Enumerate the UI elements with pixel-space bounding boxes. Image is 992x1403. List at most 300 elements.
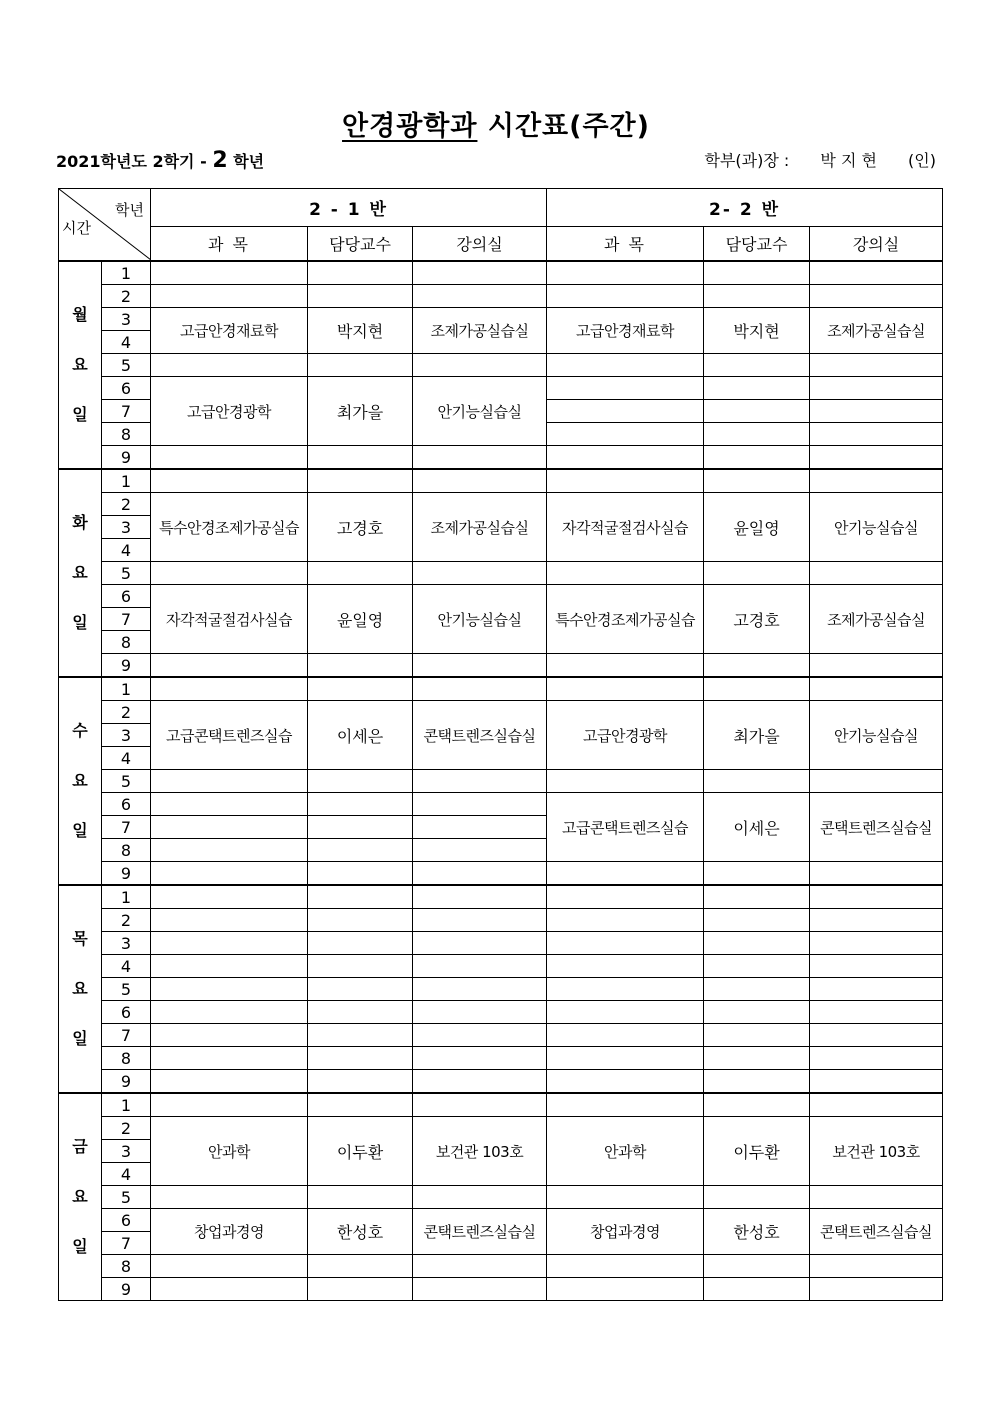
course-room: 보건관 103호 (413, 1117, 547, 1186)
empty-cell (810, 1001, 943, 1024)
department-head-info (697, 148, 936, 171)
day-char: 월 (72, 305, 88, 324)
course-subject: 창업과경영 (547, 1209, 704, 1255)
course-professor: 한성호 (308, 1209, 413, 1255)
empty-cell (810, 400, 943, 423)
col-room: 강의실 (810, 227, 943, 262)
empty-cell (547, 770, 704, 793)
empty-cell (308, 1093, 413, 1117)
course-professor: 이세은 (704, 793, 810, 862)
empty-cell (547, 377, 704, 400)
empty-cell (547, 562, 704, 585)
period-number: 6 (102, 1001, 151, 1024)
empty-cell (413, 839, 547, 862)
empty-cell (308, 1186, 413, 1209)
empty-cell (308, 1047, 413, 1070)
empty-cell (413, 1001, 547, 1024)
table-row (59, 654, 943, 678)
period-number: 9 (102, 446, 151, 470)
table-row (59, 1093, 943, 1117)
empty-cell (151, 816, 308, 839)
class2-header: 2- 2 반 (547, 189, 943, 227)
empty-cell (810, 862, 943, 886)
empty-cell (547, 446, 704, 470)
empty-cell (810, 1093, 943, 1117)
period-number: 7 (102, 1232, 151, 1255)
day-char: 일 (72, 613, 88, 632)
period-number: 8 (102, 423, 151, 446)
col-subject: 과 목 (547, 227, 704, 262)
period-number: 6 (102, 377, 151, 400)
empty-cell (810, 1278, 943, 1301)
empty-cell (308, 354, 413, 377)
empty-cell (413, 816, 547, 839)
empty-cell (704, 1255, 810, 1278)
course-room: 콘택트렌즈실습실 (810, 793, 943, 862)
empty-cell (547, 285, 704, 308)
course-professor: 윤일영 (704, 493, 810, 562)
semester-info (56, 148, 264, 173)
empty-cell (308, 1024, 413, 1047)
empty-cell (151, 677, 308, 701)
empty-cell (151, 285, 308, 308)
empty-cell (308, 770, 413, 793)
course-room: 조제가공실습실 (810, 585, 943, 654)
empty-cell (413, 770, 547, 793)
table-row (59, 1070, 943, 1094)
table-row (59, 469, 943, 493)
empty-cell (308, 677, 413, 701)
period-number: 7 (102, 816, 151, 839)
corner-grade-label: 학년 (115, 201, 144, 219)
table-row (59, 770, 943, 793)
empty-cell (151, 562, 308, 585)
period-number: 2 (102, 493, 151, 516)
empty-cell (413, 955, 547, 978)
empty-cell (413, 793, 547, 816)
table-row (59, 932, 943, 955)
day-char: 목 (72, 929, 88, 948)
table-row (59, 677, 943, 701)
period-number: 8 (102, 1255, 151, 1278)
day-label (59, 1093, 102, 1301)
course-subject: 고급콘택트렌즈실습 (151, 701, 308, 770)
timetable-body (59, 261, 943, 1301)
empty-cell (810, 654, 943, 678)
day-label (59, 261, 102, 469)
empty-cell (810, 377, 943, 400)
empty-cell (704, 1001, 810, 1024)
course-subject: 고급안경재료학 (151, 308, 308, 354)
empty-cell (704, 1070, 810, 1094)
empty-cell (308, 562, 413, 585)
empty-cell (413, 285, 547, 308)
day-label (59, 677, 102, 885)
period-number: 2 (102, 909, 151, 932)
empty-cell (308, 654, 413, 678)
empty-cell (151, 793, 308, 816)
col-subject: 과 목 (151, 227, 308, 262)
period-number: 9 (102, 1278, 151, 1301)
empty-cell (704, 955, 810, 978)
day-char: 수 (72, 721, 88, 740)
table-row (59, 261, 943, 285)
day-label (59, 469, 102, 677)
period-number: 7 (102, 608, 151, 631)
course-subject: 고급안경광학 (547, 701, 704, 770)
empty-cell (547, 423, 704, 446)
period-number: 3 (102, 724, 151, 747)
empty-cell (547, 354, 704, 377)
page-title (0, 104, 992, 143)
table-row (59, 978, 943, 1001)
empty-cell (413, 1186, 547, 1209)
course-subject: 창업과경영 (151, 1209, 308, 1255)
empty-cell (704, 377, 810, 400)
period-number: 1 (102, 885, 151, 909)
empty-cell (547, 978, 704, 1001)
period-number: 6 (102, 1209, 151, 1232)
empty-cell (308, 1278, 413, 1301)
empty-cell (704, 1047, 810, 1070)
empty-cell (547, 1024, 704, 1047)
empty-cell (704, 446, 810, 470)
course-professor: 박지현 (704, 308, 810, 354)
period-number: 5 (102, 354, 151, 377)
empty-cell (547, 677, 704, 701)
empty-cell (810, 770, 943, 793)
empty-cell (308, 909, 413, 932)
empty-cell (308, 285, 413, 308)
empty-cell (810, 978, 943, 1001)
course-room: 안기능실습실 (810, 493, 943, 562)
grade-number: 2 (212, 148, 228, 173)
empty-cell (704, 677, 810, 701)
period-number: 8 (102, 1047, 151, 1070)
period-number: 3 (102, 932, 151, 955)
empty-cell (704, 909, 810, 932)
day-char: 요 (72, 771, 88, 790)
empty-cell (704, 562, 810, 585)
empty-cell (704, 400, 810, 423)
empty-cell (547, 469, 704, 493)
empty-cell (547, 909, 704, 932)
empty-cell (704, 261, 810, 285)
empty-cell (308, 1001, 413, 1024)
empty-cell (308, 469, 413, 493)
course-room: 보건관 103호 (810, 1117, 943, 1186)
col-professor: 담당교수 (704, 227, 810, 262)
empty-cell (810, 1186, 943, 1209)
empty-cell (308, 1070, 413, 1094)
empty-cell (810, 1255, 943, 1278)
course-subject: 안과학 (547, 1117, 704, 1186)
empty-cell (413, 1047, 547, 1070)
empty-cell (151, 1047, 308, 1070)
period-number: 5 (102, 1186, 151, 1209)
period-number: 3 (102, 516, 151, 539)
course-professor: 고경호 (704, 585, 810, 654)
empty-cell (704, 978, 810, 1001)
course-professor: 최가을 (308, 377, 413, 446)
empty-cell (413, 978, 547, 1001)
empty-cell (547, 1255, 704, 1278)
grade-label: 학년 (233, 152, 265, 171)
day-char: 요 (72, 1187, 88, 1206)
period-number: 2 (102, 1117, 151, 1140)
empty-cell (151, 1255, 308, 1278)
empty-cell (547, 1047, 704, 1070)
course-room: 콘택트렌즈실습실 (413, 1209, 547, 1255)
empty-cell (308, 932, 413, 955)
course-room: 조제가공실습실 (810, 308, 943, 354)
empty-cell (413, 862, 547, 886)
course-professor: 최가을 (704, 701, 810, 770)
empty-cell (413, 1070, 547, 1094)
table-row (59, 377, 943, 400)
empty-cell (704, 770, 810, 793)
year-semester: 2021학년도 2학기 - (56, 152, 207, 171)
head-label: 학부(과)장 : (704, 151, 790, 170)
empty-cell (810, 1024, 943, 1047)
empty-cell (151, 261, 308, 285)
empty-cell (308, 816, 413, 839)
course-room: 콘택트렌즈실습실 (810, 1209, 943, 1255)
table-row (59, 955, 943, 978)
period-number: 4 (102, 539, 151, 562)
day-char: 일 (72, 405, 88, 424)
course-subject: 고급안경재료학 (547, 308, 704, 354)
empty-cell (810, 562, 943, 585)
day-char: 요 (72, 355, 88, 374)
course-professor: 박지현 (308, 308, 413, 354)
period-number: 1 (102, 677, 151, 701)
empty-cell (704, 354, 810, 377)
table-row (59, 1209, 943, 1232)
empty-cell (547, 1001, 704, 1024)
empty-cell (547, 1070, 704, 1094)
empty-cell (704, 932, 810, 955)
course-professor: 한성호 (704, 1209, 810, 1255)
empty-cell (151, 354, 308, 377)
title-timetable: 시간표(주간) (487, 111, 650, 142)
empty-cell (308, 261, 413, 285)
empty-cell (151, 885, 308, 909)
empty-cell (413, 1278, 547, 1301)
course-room: 안기능실습실 (413, 377, 547, 446)
course-room: 조제가공실습실 (413, 493, 547, 562)
empty-cell (308, 1255, 413, 1278)
empty-cell (704, 423, 810, 446)
table-row (59, 909, 943, 932)
period-number: 5 (102, 562, 151, 585)
course-room: 안기능실습실 (810, 701, 943, 770)
empty-cell (413, 885, 547, 909)
empty-cell (413, 654, 547, 678)
day-char: 금 (72, 1137, 88, 1156)
period-number: 1 (102, 469, 151, 493)
table-row (59, 1001, 943, 1024)
empty-cell (151, 839, 308, 862)
empty-cell (413, 562, 547, 585)
empty-cell (151, 1186, 308, 1209)
empty-cell (308, 885, 413, 909)
timetable (58, 188, 943, 1301)
period-number: 1 (102, 1093, 151, 1117)
period-number: 6 (102, 585, 151, 608)
empty-cell (413, 1024, 547, 1047)
period-number: 4 (102, 331, 151, 354)
period-number: 9 (102, 1070, 151, 1094)
empty-cell (308, 446, 413, 470)
empty-cell (413, 469, 547, 493)
day-char: 요 (72, 563, 88, 582)
period-number: 7 (102, 400, 151, 423)
empty-cell (151, 909, 308, 932)
empty-cell (151, 469, 308, 493)
empty-cell (308, 793, 413, 816)
table-row (59, 885, 943, 909)
course-professor: 윤일영 (308, 585, 413, 654)
empty-cell (810, 285, 943, 308)
day-label (59, 885, 102, 1093)
empty-cell (704, 862, 810, 886)
table-row (59, 862, 943, 886)
empty-cell (704, 1278, 810, 1301)
period-number: 6 (102, 793, 151, 816)
table-row (59, 1047, 943, 1070)
empty-cell (413, 909, 547, 932)
period-number: 3 (102, 1140, 151, 1163)
empty-cell (413, 677, 547, 701)
header-corner (59, 189, 151, 262)
course-subject: 고급콘택트렌즈실습 (547, 793, 704, 862)
empty-cell (810, 955, 943, 978)
table-row (59, 354, 943, 377)
empty-cell (547, 1278, 704, 1301)
day-char: 화 (72, 513, 88, 532)
empty-cell (151, 1093, 308, 1117)
empty-cell (151, 1024, 308, 1047)
seal-mark: (인) (908, 151, 936, 170)
period-number: 7 (102, 1024, 151, 1047)
table-row (59, 1255, 943, 1278)
course-room: 조제가공실습실 (413, 308, 547, 354)
empty-cell (547, 862, 704, 886)
table-row (59, 701, 943, 724)
period-number: 9 (102, 862, 151, 886)
empty-cell (704, 469, 810, 493)
course-subject: 자각적굴절검사실습 (151, 585, 308, 654)
table-row (59, 1278, 943, 1301)
empty-cell (308, 955, 413, 978)
course-professor: 이세은 (308, 701, 413, 770)
empty-cell (704, 885, 810, 909)
table-row (59, 1117, 943, 1140)
course-professor: 이두환 (308, 1117, 413, 1186)
period-number: 2 (102, 701, 151, 724)
empty-cell (151, 955, 308, 978)
empty-cell (704, 654, 810, 678)
course-room: 안기능실습실 (413, 585, 547, 654)
empty-cell (151, 1278, 308, 1301)
empty-cell (810, 909, 943, 932)
course-professor: 고경호 (308, 493, 413, 562)
day-char: 요 (72, 979, 88, 998)
empty-cell (151, 1070, 308, 1094)
empty-cell (308, 862, 413, 886)
period-number: 4 (102, 955, 151, 978)
course-professor: 이두환 (704, 1117, 810, 1186)
empty-cell (704, 1024, 810, 1047)
period-number: 5 (102, 770, 151, 793)
table-row (59, 562, 943, 585)
course-room: 콘택트렌즈실습실 (413, 701, 547, 770)
empty-cell (810, 423, 943, 446)
empty-cell (810, 1047, 943, 1070)
table-row (59, 1024, 943, 1047)
empty-cell (413, 1093, 547, 1117)
period-number: 5 (102, 978, 151, 1001)
empty-cell (547, 654, 704, 678)
col-room: 강의실 (413, 227, 547, 262)
table-row (59, 585, 943, 608)
course-subject: 고급안경광학 (151, 377, 308, 446)
empty-cell (151, 1001, 308, 1024)
period-number: 4 (102, 747, 151, 770)
empty-cell (547, 1186, 704, 1209)
period-number: 8 (102, 631, 151, 654)
empty-cell (810, 677, 943, 701)
corner-time-label: 시간 (62, 219, 91, 237)
empty-cell (547, 932, 704, 955)
empty-cell (810, 885, 943, 909)
table-row (59, 793, 943, 816)
empty-cell (810, 446, 943, 470)
empty-cell (151, 654, 308, 678)
period-number: 2 (102, 285, 151, 308)
empty-cell (810, 261, 943, 285)
course-subject: 특수안경조제가공실습 (547, 585, 704, 654)
empty-cell (810, 354, 943, 377)
empty-cell (547, 1093, 704, 1117)
day-char: 일 (72, 821, 88, 840)
table-row (59, 446, 943, 470)
period-number: 3 (102, 308, 151, 331)
title-department: 안경광학과 (342, 111, 478, 142)
empty-cell (308, 978, 413, 1001)
course-subject: 안과학 (151, 1117, 308, 1186)
empty-cell (308, 839, 413, 862)
empty-cell (704, 285, 810, 308)
empty-cell (413, 1255, 547, 1278)
empty-cell (547, 955, 704, 978)
table-row (59, 285, 943, 308)
table-row (59, 308, 943, 331)
empty-cell (547, 400, 704, 423)
table-row (59, 1186, 943, 1209)
period-number: 4 (102, 1163, 151, 1186)
empty-cell (810, 932, 943, 955)
empty-cell (413, 261, 547, 285)
empty-cell (151, 770, 308, 793)
empty-cell (151, 446, 308, 470)
period-number: 1 (102, 261, 151, 285)
empty-cell (413, 932, 547, 955)
empty-cell (413, 446, 547, 470)
empty-cell (810, 469, 943, 493)
empty-cell (151, 932, 308, 955)
